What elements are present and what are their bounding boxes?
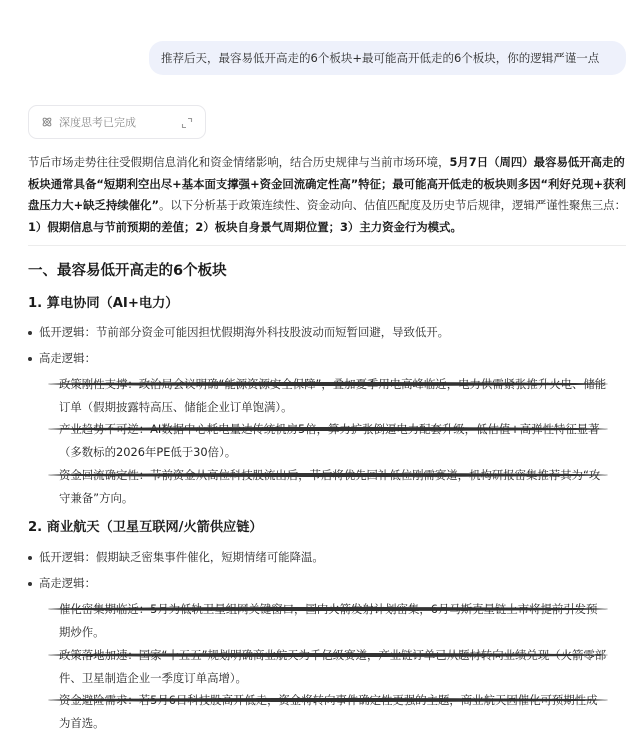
high-go-point: 期炒作。 — [59, 624, 105, 639]
list-item — [48, 598, 608, 643]
expand-icon[interactable] — [181, 117, 193, 129]
bullet-icon — [28, 556, 32, 560]
intro-text-2: 。以下分析基于政策连续性、资金动向、估值匹配度及历史节后规律，逻辑严谨性聚焦三点： — [158, 198, 626, 212]
bullet-icon — [48, 382, 608, 386]
list-item — [48, 644, 608, 689]
deep-think-toggle[interactable] — [28, 105, 206, 139]
bullet-icon — [28, 331, 32, 335]
section-heading: 一、最容易低开高走的6个板块 — [28, 263, 227, 279]
list-item — [28, 322, 449, 344]
intro-paragraph — [28, 152, 626, 238]
high-go-point: 为首选。 — [59, 715, 105, 730]
list-item — [48, 418, 608, 463]
high-go-point: 件、卫星制造企业一季度订单高增）。 — [59, 670, 247, 685]
high-go-point: 守兼备”方向。 — [59, 490, 134, 505]
deep-think-status: 深度思考已完成 — [59, 116, 136, 129]
list-item — [48, 373, 608, 418]
intro-bold-2: 1）假期信息与节前预期的差值；2）板块自身景气周期位置；3）主力资金行为模式。 — [28, 219, 462, 234]
list-item — [28, 573, 96, 595]
atom-icon — [41, 116, 53, 128]
low-open-logic: 低开逻辑：假期缺乏密集事件催化，短期情绪可能降温。 — [39, 550, 324, 564]
list-item — [28, 547, 324, 569]
bullet-icon — [28, 357, 32, 361]
list-item — [48, 689, 608, 734]
intro-text-1: 节后市场走势往往受假期信息消化和资金情绪影响，结合历史规律与当前市场环境， — [28, 155, 450, 169]
intro-bold-1: 5月7日（周四）最容易低开高走的板块通常具备“短期利空出尽+基本面支撑强+资金回流确定性高”特征；最可能高开低走的板块则多因“利好兑现+获利盘压力大+缺乏持续催化” — [28, 155, 626, 212]
bullet-icon — [48, 427, 608, 431]
user-message-text: 推荐后天，最容易低开高走的6个板块+最可能高开低走的6个板块，你的逻辑严谨一点 — [161, 51, 600, 65]
high-go-point: 订单（假期披露特高压、储能企业订单饱满）。 — [59, 399, 293, 414]
bullet-icon — [48, 607, 608, 611]
bullet-icon — [28, 582, 32, 586]
section-divider — [28, 245, 626, 246]
bullet-icon — [48, 653, 608, 657]
list-item — [48, 464, 608, 509]
user-message-bubble — [149, 41, 626, 75]
bullet-icon — [48, 473, 608, 477]
bullet-icon — [48, 698, 608, 702]
low-open-logic: 低开逻辑：节前部分资金可能因担忧假期海外科技股波动而短暂回避，导致低开。 — [39, 325, 450, 339]
list-item — [28, 348, 96, 370]
high-go-label: 高走逻辑： — [39, 576, 96, 590]
sector-heading-2: 2. 商业航天（卫星互联网/火箭供应链） — [28, 520, 263, 535]
high-go-label: 高走逻辑： — [39, 351, 96, 365]
sector-heading-1: 1. 算电协同（AI+电力） — [28, 296, 179, 311]
high-go-point: （多数标的2026年PE低于30倍）。 — [59, 444, 237, 459]
